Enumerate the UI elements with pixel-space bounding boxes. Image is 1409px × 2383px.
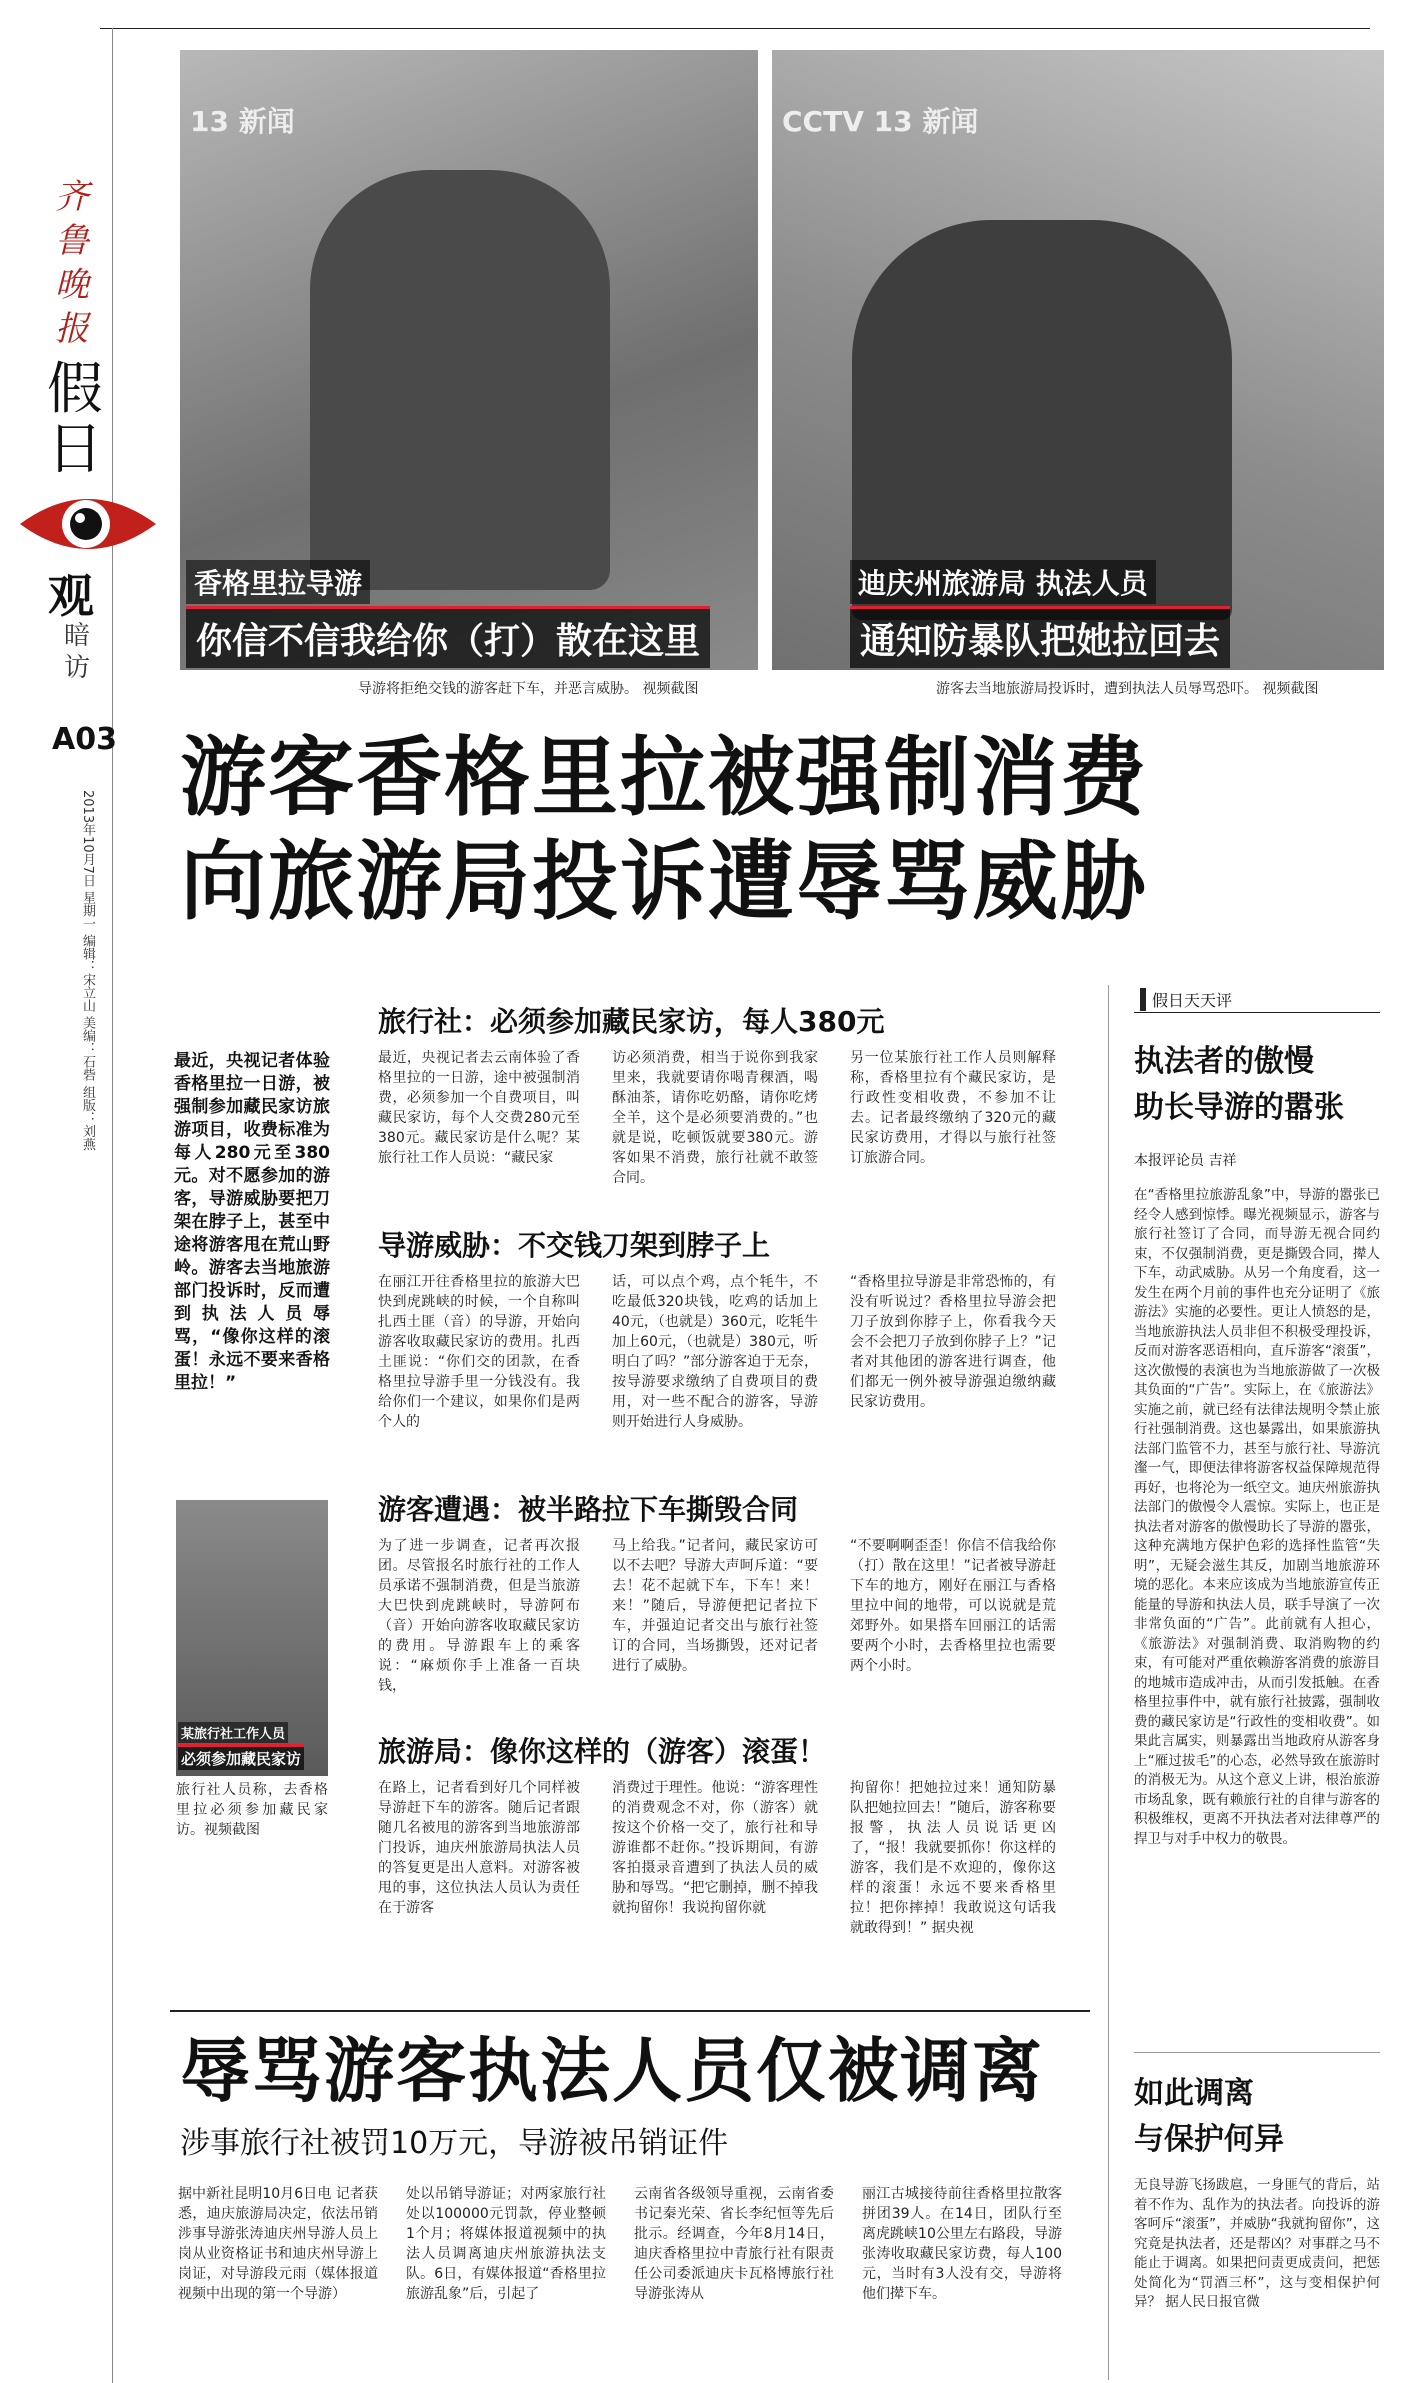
main-headline-line1: 游客香格里拉被强制消费 — [180, 728, 1148, 828]
article-column: 话，可以点个鸡，点个牦牛，不吃最低320块钱，吃鸡的话加上40元，（也就是）360元，吃牦牛加上60元，（也就是）380元，听明白了吗？”部分游客迫于无奈，按导游要求缴纳了自费项目的费用，对一些不配合的游客，导游则开始进行人身威胁。 — [612, 1274, 818, 1430]
sidebar-top-rule — [1134, 1012, 1380, 1013]
photo-official-caption: 游客去当地旅游局投诉时，遭到执法人员辱骂恐吓。 视频截图 — [936, 681, 1319, 697]
paper-name: 齐鲁晚报 — [55, 177, 89, 349]
bottom-column: 丽江古城接待前往香格里拉散客拼团39人。在14日，团队行至离虎跳峡10公里左右路段，导游张涛收取藏民家访费，每人100元，当时有3人没有交，导游将他们撵下车。 — [862, 2186, 1062, 2302]
article-column: 马上给我。”记者问，藏民家访可以不去吧？导游大声呵斥道：“要去！花不起就下车，下车！来！来！”随后，导游便把记者拉下车，并强迫记者交出与旅行社签订的合同，当场撕毁，还对记者进行了威胁。 — [612, 1538, 818, 1674]
main-headline-line2: 向旅游局投诉遭辱骂威胁 — [180, 832, 1148, 932]
photo-label-small: 香格里拉导游 — [186, 560, 370, 604]
figure-silhouette — [310, 170, 610, 590]
sidebar-title-line2: 助长导游的嚣张 — [1134, 1090, 1344, 1125]
page-number: A03 — [52, 722, 117, 757]
bottom-headline: 辱骂游客执法人员仅被调离 — [180, 2030, 1044, 2112]
article-column: “不要啊啊歪歪！你信不信我给你（打）散在这里！”记者被导游赶下车的地方，刚好在丽江与香格里拉中间的地带，可以说就是荒郊野外。如果搭车回丽江的话需要两个小时，去香格里拉也需要两个小时。 — [850, 1538, 1056, 1674]
sidebar-column-tag: 假日天天评 — [1140, 988, 1232, 1011]
article-column: 消费过于理性。他说：“游客理性的消费观念不对，你（游客）就按这个价格一交了，旅行社和导游谁都不赶你。”投诉期间，有游客拍摄录音遭到了执法人员的威胁和辱骂。“把它删掉，删不掉我就拘留你！我说拘留你就 — [612, 1780, 818, 1916]
sidebar-mid-rule — [1134, 2052, 1380, 2053]
bottom-column: 云南省各级领导重视，云南省委书记秦光荣、省长李纪恒等先后批示。经调查，今年8月14日，迪庆香格里拉中青旅行社有限责任公司委派迪庆卡瓦格博旅行社导游张涛从 — [634, 2186, 834, 2302]
photo-agency-staff — [176, 1500, 328, 1776]
eye-icon — [18, 488, 158, 560]
photo-label-small: 某旅行社工作人员 — [178, 1722, 288, 1743]
bottom-story-rule — [170, 2010, 1090, 2012]
section-title: 旅游局：像你这样的（游客）滚蛋！ — [378, 1735, 827, 1768]
section-subtitle: 观 — [48, 569, 94, 623]
tv-logo: CCTV 13 新闻 — [782, 105, 979, 138]
top-rule — [100, 28, 1370, 29]
bottom-column: 处以吊销导游证；对两家旅行社处以100000元罚款，停业整顿1个月；将媒体报道视频中的执法人员调离迪庆州旅游执法支队。6日，有媒体报道“香格里拉旅游乱象”后，引起了 — [406, 2186, 606, 2302]
section-title: 旅行社：必须参加藏民家访，每人380元 — [378, 1005, 885, 1038]
photo-label-small: 迪庆州旅游局 执法人员 — [850, 560, 1156, 604]
photo-official — [772, 50, 1384, 670]
bottom-column: 据中新社昆明10月6日电 记者获悉，迪庆旅游局决定，依法吊销涉事导游张涛迪庆州导游人员上岗从业资格证书和迪庆州导游上岗证，对导游段元雨（媒体报道视频中出现的第一个导游） — [178, 2186, 378, 2302]
photo-label-big: 通知防暴队把她拉回去 — [850, 606, 1230, 668]
article-column: “香格里拉导游是非常恐怖的，有没有听说过？香格里拉导游会把刀子放到你脖子上，你看我今天会不会把刀子放到你脖子上？”记者对其他团的游客进行调查，他们都无一例外被导游强迫缴纳藏民家访费用。 — [850, 1274, 1056, 1410]
section-title: 假日 — [47, 357, 103, 482]
photo-guide-caption: 导游将拒绝交钱的游客赶下车，并恶言威胁。 视频截图 — [358, 681, 699, 697]
sidebar-title-line1: 执法者的傲慢 — [1134, 1044, 1314, 1079]
article-column: 访必须消费，相当于说你到我家里来，我就要请你喝青稞酒，喝酥油茶，请你吃奶酪，请你吃烤全羊，这个是必须要消费的。”也就是说，吃顿饭就要380元。游客如果不消费，旅行社就不敢签合同。 — [612, 1050, 818, 1186]
article-column: 在路上，记者看到好几个同样被导游赶下车的游客。随后记者跟随几名被甩的游客到当地旅游部门投诉，迪庆州旅游局执法人员的答复更是出人意料。对游客被甩的事，这位执法人员认为责任在于游客 — [378, 1780, 580, 1916]
sidebar-body: 在“香格里拉旅游乱象”中，导游的嚣张已经令人感到惊悸。曝光视频显示，游客与旅行社签订了合同，而导游无视合同约束，不仅强制消费，更是撕毁合同，撵人下车，动武威胁。从另一个角度看，这一发生在两个月前的事件也充分证明了《旅游法》实施的必要性。更让人愤怒的是，当地旅游执法人员非但不积极受理投诉，反而对游客恶语相向，直斥游客“滚蛋”，这次傲慢的表演也为当地旅游做了一次极其负面的“广告”。实际上，在《旅游法》实施之前，就已经有法律法规明令禁止旅行社强制消费。这也暴露出，如果旅游执法部门监管不力，甚至与旅行社、导游沆瀣一气，即便法律将游客权益保障规范得再好，也将沦为一纸空文。迪庆州旅游执法部门的傲慢令人震惊。实际上，也正是执法者对游客的傲慢助长了导游的嚣张，这种充满地方保护色彩的选择性监管“失明”，无疑会滋生其反，加剧当地旅游环境的恶化。本来应该成为当地旅游宣传正能量的导游和执法人员，联手导演了一次非常负面的“广告”。此前就有人担心，《旅游法》对强制消费、取消购物的约束，有可能对严重依赖游客消费的旅游目的地城市造成冲击，从而引发抵触。在香格里拉事件中，就有旅行社披露，强制收费的藏民家访是“行政性的变相收费”。如果此言属实，则暴露出当地政府从游客身上“雁过拔毛”的心态，必然导致在旅游时的消极无为。从这个意义上讲，根治旅游市场乱象，既有赖旅行社的自律与游客的积极维权，更离不开执法者对法律尊严的捍卫与对手中权力的敬畏。 — [1134, 1187, 1380, 1847]
left-column-divider — [112, 28, 113, 2383]
section-title: 导游威胁：不交钱刀架到脖子上 — [378, 1229, 771, 1262]
subsection-label: 暗访 — [63, 621, 90, 683]
sidebar-body2: 无良导游飞扬跋扈，一身匪气的背后，站着不作为、乱作为的执法者。向投诉的游客呵斥“滚蛋”，并威胁“我就拘留你”，这究竟是执法者，还是帮凶？对事群之马不能止于调离。如果把问责更成责问，把惩处简化为“罚酒三杯”，这与变相保护何异？ 据人民日报官微 — [1134, 2177, 1380, 2310]
photo-agency-caption: 旅行社人员称，去香格里拉必须参加藏民家访。视频截图 — [176, 1782, 328, 1838]
article-column: 另一位某旅行社工作人员则解释称，香格里拉有个藏民家访，是行政性变相收费，不参加不让去。记者最终缴纳了320元的藏民家访费用，才得以与旅行社签订旅游合同。 — [850, 1050, 1056, 1166]
article-column: 拘留你！把她拉过来！通知防暴队把她拉回去！”随后，游客称要报警，执法人员说话更凶了，“报！我就要抓你！你这样的游客，我们是不欢迎的，像你这样的滚蛋！永远不要来香格里拉！把你摔掉！我敢说这句话我就敢得到！” 据央视 — [850, 1780, 1056, 1936]
article-column: 在丽江开往香格里拉的旅游大巴快到虎跳峡的时候，一个自称叫扎西土匪（音）的导游，开始向游客收取藏民家访的费用。扎西土匪说：“你们交的团款，在香格里拉导游手里一分钱没有。我给你们一个建议，如果你们是两个人的 — [378, 1274, 580, 1430]
article-lead: 最近，央视记者体验香格里拉一日游，被强制参加藏民家访旅游项目，收费标准为每人280元至380元。对不愿参加的游客，导游威胁要把刀架在脖子上，甚至中途将游客甩在荒山野岭。游客去当地旅游部门投诉时，反而遭到执法人员辱骂，“像你这样的滚蛋！永远不要来香格里拉！” — [174, 1051, 330, 1393]
section-title: 游客遭遇：被半路拉下车撕毁合同 — [378, 1493, 799, 1526]
article-column: 最近，央视记者去云南体验了香格里拉的一日游，途中被强制消费，必须参加一个自费项目，叫藏民家访，每个人交费280元至380元。藏民家访是什么呢？某旅行社工作人员说：“藏民家 — [378, 1050, 580, 1166]
editor-credits: 2013年10月7日 星期一 编辑：宋立山 美编：石砦 组版：刘燕 — [80, 790, 95, 1151]
article-column: 为了进一步调查，记者再次报团。尽管报名时旅行社的工作人员承诺不强制消费，但是当旅游大巴快到虎跳峡时，导游阿布（音）开始向游客收取藏民家访的费用。导游跟车上的乘客说：“麻烦你手上准备一百块钱， — [378, 1538, 580, 1694]
tv-logo: 13 新闻 — [190, 105, 295, 138]
sidebar-byline: 本报评论员 吉祥 — [1134, 1153, 1237, 1169]
bottom-subheadline: 涉事旅行社被罚10万元，导游被吊销证件 — [180, 2126, 729, 2161]
photo-label-big: 你信不信我给你（打）散在这里 — [186, 606, 710, 668]
sidebar-title2-line2: 与保护何异 — [1134, 2122, 1284, 2157]
sidebar-divider — [1108, 985, 1109, 2380]
photo-guide — [180, 50, 758, 670]
photo-label-big: 必须参加藏民家访 — [178, 1744, 304, 1770]
sidebar-title2-line1: 如此调离 — [1134, 2076, 1254, 2111]
